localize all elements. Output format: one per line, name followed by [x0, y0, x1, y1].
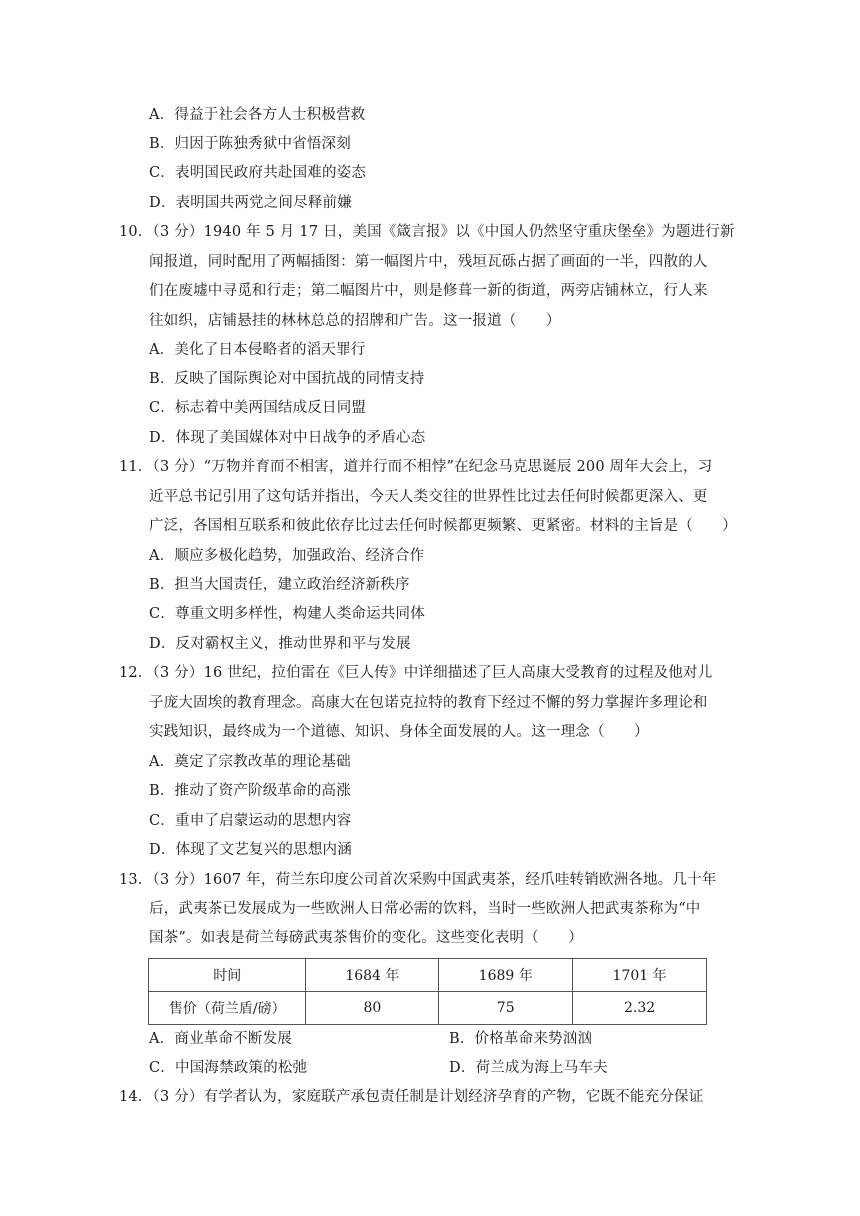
- q12-option-b: B．推动了资产阶级革命的高涨: [149, 783, 351, 799]
- q10-stem-line-3: 们在废墟中寻觅和行走；第二幅图片中，则是修葺一新的街道，两旁店铺林立，行人来: [149, 283, 708, 299]
- q9-option-c: C．表明国民政府共赴国难的姿态: [149, 165, 367, 181]
- q13-option-b: B．价格革命来势汹汹: [449, 1031, 593, 1047]
- table-cell: 75: [439, 992, 573, 1025]
- q12-stem-line-3: 实践知识，最终成为一个道德、知识、身体全面发展的人。这一理念（ ）: [149, 724, 649, 740]
- q12-option-d: D．体现了文艺复兴的思想内涵: [149, 842, 352, 858]
- q12-option-a: A．奠定了宗教改革的理论基础: [149, 754, 351, 770]
- q10-option-a: A．美化了日本侵略者的滔天罪行: [149, 342, 366, 358]
- q12-stem-line-2: 子庞大固埃的教育理念。高康大在包诺克拉特的教育下经过不懈的努力掌握许多理论和: [149, 695, 708, 711]
- q13-stem-line-1: 13．（3 分）1607 年，荷兰东印度公司首次采购中国武夷茶，经爪哇转销欧洲各地。几十年: [119, 872, 717, 888]
- q11-stem-line-3: 广泛，各国相互联系和彼此依存比过去任何时候都更频繁、更紧密。材料的主旨是（ ）: [149, 518, 737, 534]
- q11-stem-line-1: 11．（3 分）“万物并育而不相害，道并行而不相悖”在纪念马克思诞辰 200 周年大会上，习: [119, 459, 713, 475]
- q9-option-d: D．表明国共两党之间尽释前嫌: [149, 195, 352, 211]
- q13-stem-line-2: 后，武夷茶已发展成为一些欧洲人日常必需的饮料，当时一些欧洲人把武夷茶称为“中: [149, 901, 701, 917]
- q9-option-a: A．得益于社会各方人士积极营救: [149, 107, 366, 123]
- q13-option-d: D．荷兰成为海上马车夫: [449, 1060, 608, 1076]
- table-header-cell: 时间: [149, 959, 306, 992]
- table-header-cell: 1684 年: [306, 959, 439, 992]
- price-table-header-row: [149, 959, 707, 992]
- q11-option-b: B．担当大国责任，建立政治经济新秩序: [149, 577, 410, 593]
- q10-stem-line-1: 10．（3 分）1940 年 5 月 17 日，美国《箴言报》以《中国人仍然坚守重庆堡垒》为题进行新: [119, 224, 735, 240]
- q13-option-c: C．中国海禁政策的松弛: [149, 1060, 308, 1076]
- q13-option-a: A．商业革命不断发展: [149, 1031, 292, 1047]
- q10-option-b: B．反映了国际舆论对中国抗战的同情支持: [149, 371, 425, 387]
- q12-option-c: C．重申了启蒙运动的思想内容: [149, 813, 352, 829]
- q11-stem-line-2: 近平总书记引用了这句话并指出，今天人类交往的世界性比过去任何时候都更深入、更: [149, 489, 708, 505]
- q13-stem-line-3: 国茶”。如表是荷兰每磅武夷茶售价的变化。这些变化表明（ ）: [149, 930, 583, 946]
- table-header-cell: 1689 年: [439, 959, 573, 992]
- q10-option-d: D．体现了美国媒体对中日战争的矛盾心态: [149, 430, 426, 446]
- q11-option-c: C．尊重文明多样性，构建人类命运共同体: [149, 606, 425, 622]
- q10-stem-line-2: 闻报道，同时配用了两幅插图：第一幅图片中，残垣瓦砾占据了画面的一半，四散的人: [149, 254, 708, 270]
- table-cell: 2.32: [573, 992, 707, 1025]
- table-cell: 售价（荷兰盾/磅）: [149, 992, 306, 1025]
- table-cell: 80: [306, 992, 439, 1025]
- price-table-row: [149, 992, 707, 1025]
- table-header-cell: 1701 年: [573, 959, 707, 992]
- q11-option-d: D．反对霸权主义，推动世界和平与发展: [149, 636, 411, 652]
- price-table: [148, 958, 707, 1025]
- q10-stem-line-4: 往如织，店铺悬挂的林林总总的招牌和广告。这一报道（ ）: [149, 313, 561, 329]
- q9-option-b: B．归因于陈独秀狱中省悟深刻: [149, 136, 351, 152]
- q14-stem-line-1: 14．（3 分）有学者认为，家庭联产承包责任制是计划经济孕育的产物，它既不能充分保证: [119, 1089, 704, 1105]
- q12-stem-line-1: 12．（3 分）16 世纪，拉伯雷在《巨人传》中详细描述了巨人高康大受教育的过程及他对儿: [119, 665, 713, 681]
- q11-option-a: A．顺应多极化趋势，加强政治、经济合作: [149, 548, 425, 564]
- q10-option-c: C．标志着中美两国结成反日同盟: [149, 400, 367, 416]
